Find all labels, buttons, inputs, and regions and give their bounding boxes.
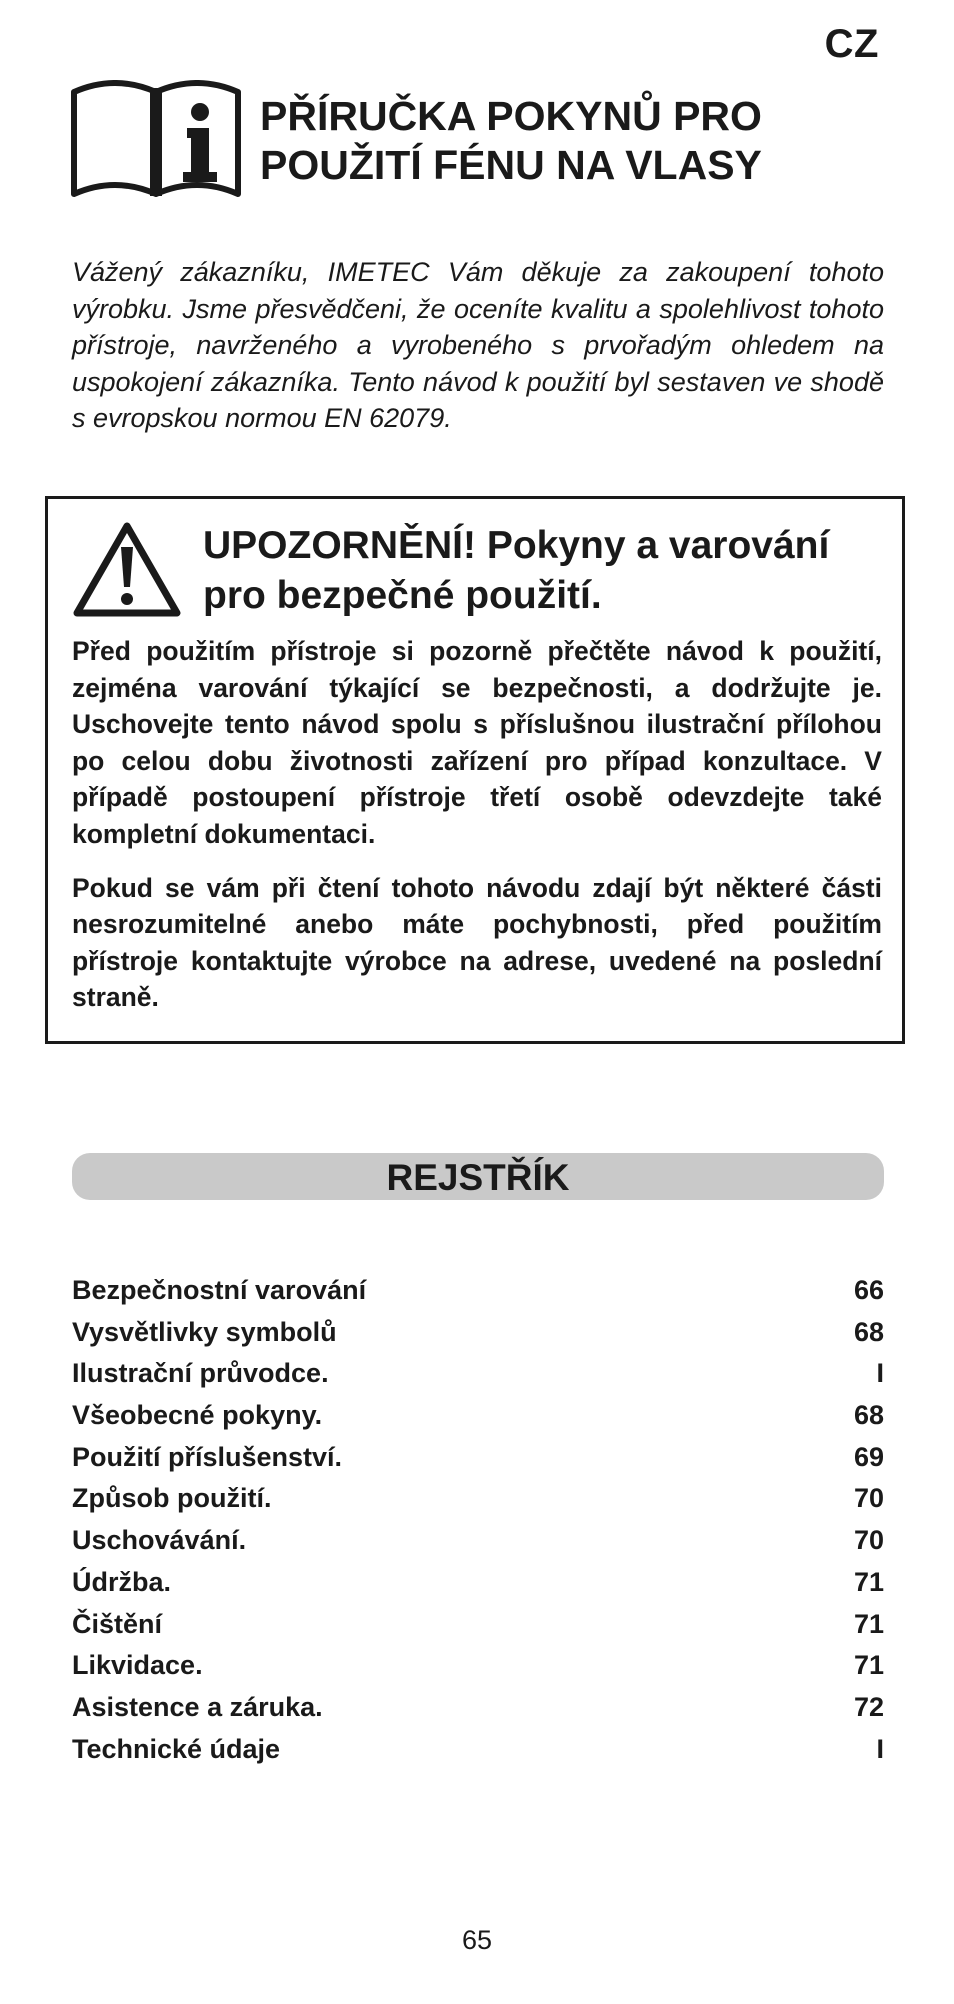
table-of-contents: [72, 1270, 884, 1770]
document-title-line1: PŘÍRUČKA POKYNŮ PRO: [260, 93, 762, 139]
toc-entry-page: 66: [853, 1275, 884, 1305]
document-title: [260, 92, 820, 190]
toc-entry-label: Uschovávání.: [72, 1525, 247, 1556]
toc-entry: [72, 1687, 884, 1729]
toc-entry-label: Ilustrační průvodce.: [72, 1358, 329, 1389]
intro-paragraph: Vážený zákazníku, IMETEC Vám děkuje za zakoupení tohoto výrobku. Jsme přesvědčeni, že oceníte kvalitu a spolehlivost tohoto přístroje, navrženého a vyrobeného s prvořadým ohledem na uspokojení zákazníka. Tento návod k použití byl sestaven ve shodě s evropskou normou EN 62079.: [72, 257, 884, 433]
warning-body: [72, 633, 882, 1033]
toc-entry-page: I: [876, 1733, 884, 1764]
warning-title: [203, 521, 883, 621]
toc-entry-page: 71: [853, 1566, 884, 1597]
toc-entry-label: Údržba.: [72, 1566, 172, 1597]
toc-entry: [72, 1312, 884, 1354]
toc-entry-page: 69: [853, 1441, 884, 1472]
warning-title-line2: pro bezpečné použití.: [203, 574, 602, 617]
toc-entry: [72, 1520, 884, 1562]
index-heading: REJSTŘÍK: [72, 1153, 884, 1200]
toc-entry-label: Použití příslušenství.: [72, 1441, 343, 1472]
toc-entry-label: Vysvětlivky symbolů: [72, 1316, 337, 1347]
toc-entry: [72, 1478, 884, 1520]
toc-entry-page: 68: [853, 1316, 884, 1347]
toc-entry: [72, 1353, 884, 1395]
toc-entry-page: 71: [853, 1608, 884, 1639]
safety-warning-box: [45, 496, 905, 1044]
toc-entry-label: Všeobecné pokyny.: [72, 1400, 323, 1431]
toc-entry-label: Způsob použití.: [72, 1483, 272, 1514]
toc-entry-page: 70: [853, 1525, 884, 1556]
toc-entry-page: 68: [853, 1400, 884, 1431]
toc-entry: [72, 1729, 884, 1771]
warning-title-line1: UPOZORNĚNÍ! Pokyny a varování: [203, 524, 830, 567]
toc-entry-page: I: [876, 1358, 884, 1389]
toc-entry: [72, 1437, 884, 1479]
toc-entry: [72, 1604, 884, 1646]
language-code: CZ: [824, 22, 879, 66]
toc-entry-label: Asistence a záruka.: [72, 1691, 323, 1722]
document-title-line2: POUŽITÍ FÉNU NA VLASY: [260, 142, 762, 188]
warning-paragraph-1: Před použitím přístroje si pozorně přečtěte návod k použití, zejména varování týkající se bezpečnosti, a dodržujte je. Uschovejte tento návod spolu s příslušnou ilustrační přílohou po celou dobu životnosti zařízení pro případ konzultace. V případě postoupení přístroje třetí osobě odevzdejte také kompletní dokumentaci.: [72, 636, 882, 849]
toc-entry-page: 71: [853, 1650, 884, 1681]
toc-entry-page: 72: [853, 1691, 884, 1722]
toc-entry-label: Bezpečnostní varování: [72, 1275, 367, 1305]
toc-entry-label: Čištění: [72, 1608, 163, 1639]
toc-entry: [72, 1395, 884, 1437]
warning-paragraph-2: Pokud se vám při čtení tohoto návodu zdají být některé části nesrozumitelné anebo máte pochybnosti, před použitím přístroje kontaktujte výrobce na adrese, uvedené na poslední straně.: [72, 872, 882, 1013]
toc-entry-label: Technické údaje: [72, 1733, 281, 1764]
toc-entry-label: Likvidace.: [72, 1650, 203, 1681]
toc-entry-page: 70: [853, 1483, 884, 1514]
toc-entry: [72, 1270, 884, 1312]
toc-entry: [72, 1645, 884, 1687]
warning-triangle-icon: [72, 521, 182, 619]
info-book-icon: [70, 80, 242, 202]
page-number: 65: [461, 1925, 493, 1955]
toc-entry: [72, 1562, 884, 1604]
